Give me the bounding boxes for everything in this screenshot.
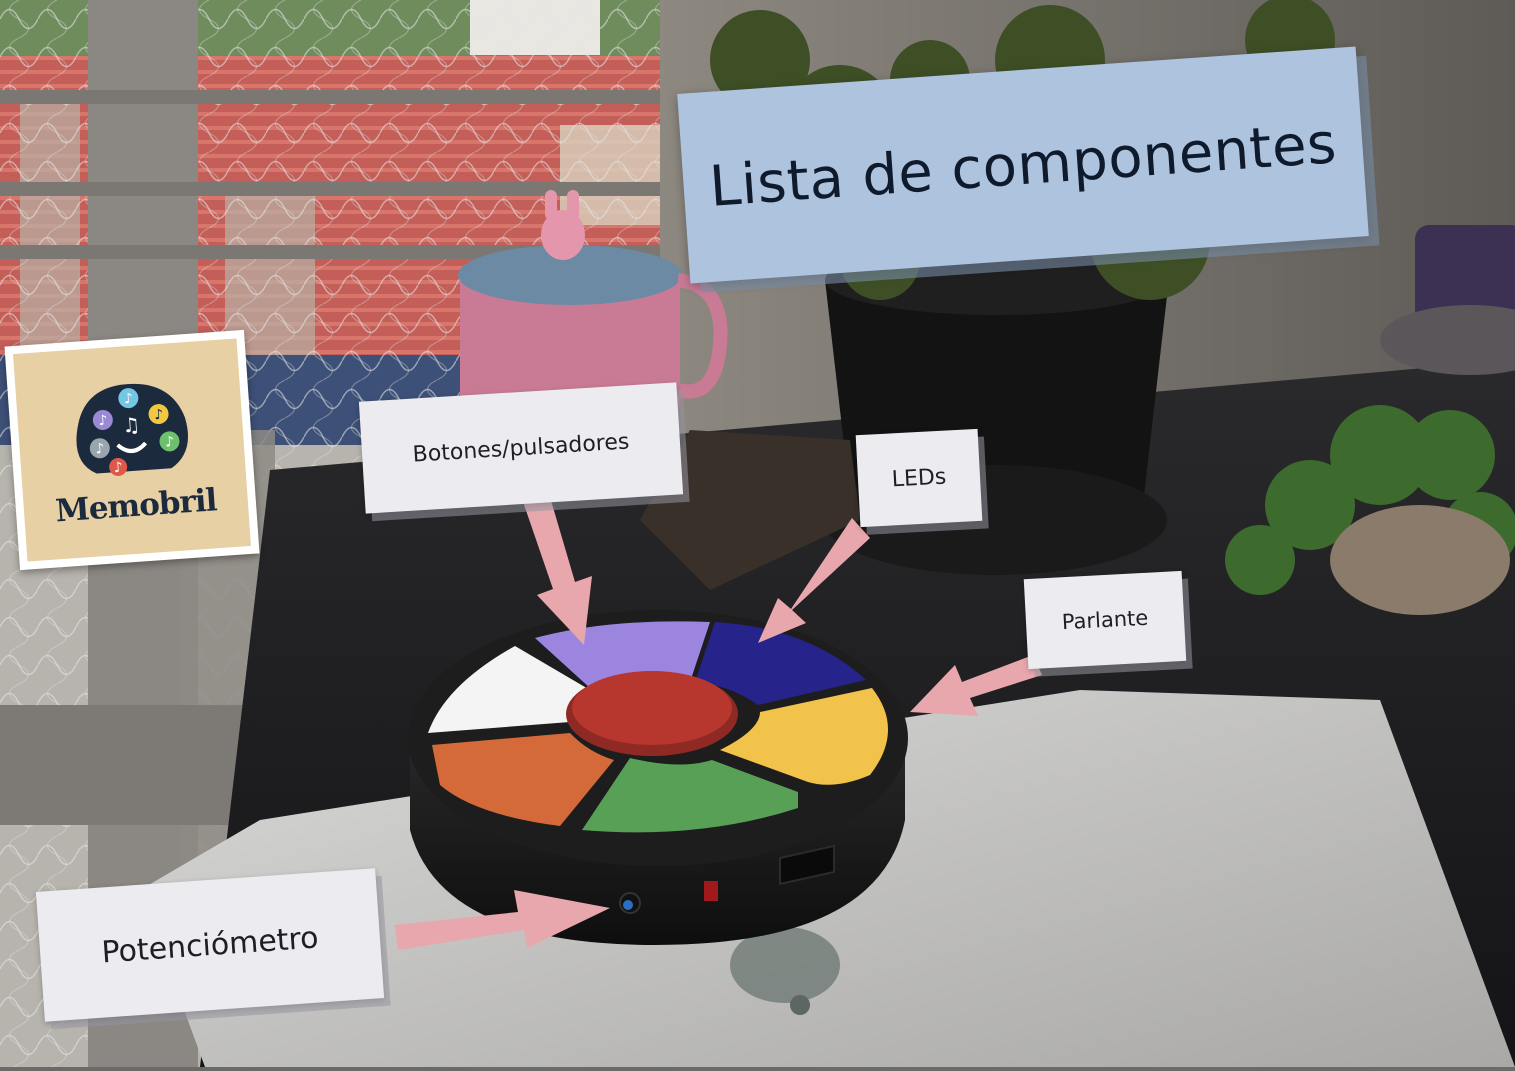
label-botones[interactable] [359,382,683,513]
label-potenciometro[interactable] [36,868,384,1021]
label-potenciometro-text: Potenciómetro [100,919,320,971]
potentiometer-indicator [623,900,633,910]
music-note-icon: ♪ [94,440,105,458]
arrow-icon [758,518,870,643]
memobril-logo [4,330,259,570]
center-button[interactable] [572,671,732,745]
page-title: Lista de componentes [707,110,1339,220]
label-leds[interactable] [856,429,983,527]
label-parlante[interactable] [1024,571,1186,669]
music-note-icon: ♪ [97,412,108,430]
logo-text: Memobril [54,482,218,530]
arrow-icon [910,655,1042,716]
label-botones-text: Botones/pulsadores [411,428,631,468]
label-leds-text: LEDs [891,464,947,492]
label-parlante-text: Parlante [1061,605,1149,635]
music-note-icon: ♪ [164,434,175,451]
music-note-icon: ♪ [123,390,134,408]
music-note-icon: ♪ [153,406,164,424]
power-switch[interactable] [704,881,718,901]
music-note-icon: ♫ [121,412,142,438]
arrow-icon [520,480,592,645]
music-note-icon: ♪ [113,459,124,477]
